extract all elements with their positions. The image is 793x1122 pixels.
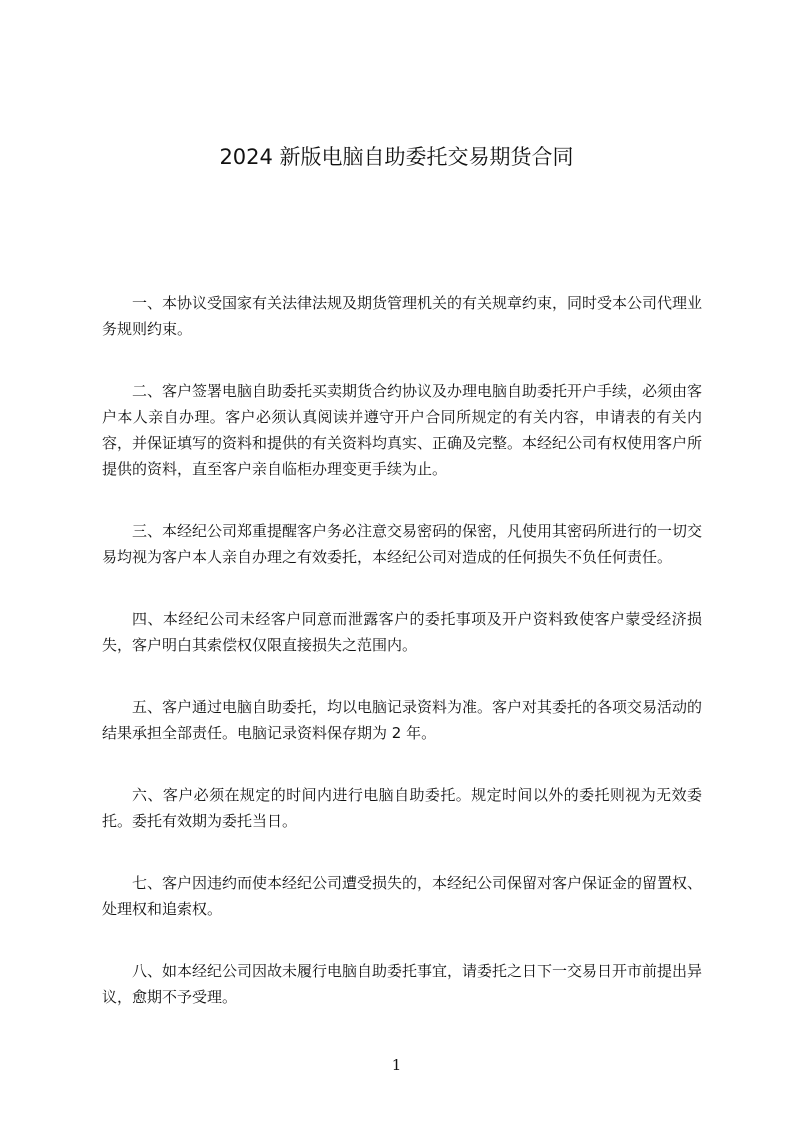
- clause-paragraph: 五、客户通过电脑自助委托，均以电脑记录资料为准。客户对其委托的各项交易活动的结果承担全部责任。电脑记录资料保存期为 2 年。: [102, 698, 703, 742]
- page-number: 1: [391, 1056, 402, 1074]
- clause-paragraph: 八、如本经纪公司因故未履行电脑自助委托事宜，请委托之日下一交易日开市前提出异议，愈期不予受理。: [102, 962, 703, 1006]
- clause-paragraph: 四、本经纪公司未经客户同意而泄露客户的委托事项及开户资料致使客户蒙受经济损失，客户明白其索偿权仅限直接损失之范围内。: [102, 610, 702, 654]
- clause-paragraph: 二、客户签署电脑自助委托买卖期货合约协议及办理电脑自助委托开户手续，必须由客户本人亲自办理。客户必须认真阅读并遵守开户合同所规定的有关内容，申请表的有关内容，并保证填写的资料和提供的有关资料均真实、正确及完整。本经纪公司有权使用客户所提供的资料，直至客户亲自临柜办理变更手续为止。: [102, 382, 703, 478]
- clause-paragraph: 七、客户因违约而使本经纪公司遭受损失的，本经纪公司保留对客户保证金的留置权、处理权和追索权。: [102, 874, 703, 918]
- clause-paragraph: 三、本经纪公司郑重提醒客户务必注意交易密码的保密，凡使用其密码所进行的一切交易均视为客户本人亲自办理之有效委托，本经纪公司对造成的任何损失不负任何责任。: [102, 522, 703, 566]
- clause-paragraph: 一、本协议受国家有关法律法规及期货管理机关的有关规章约束，同时受本公司代理业务规则约束。: [102, 294, 703, 338]
- clause-paragraph: 六、客户必须在规定的时间内进行电脑自助委托。规定时间以外的委托则视为无效委托。委托有效期为委托当日。: [102, 786, 702, 830]
- document-title: 2024 新版电脑自助委托交易期货合同: [219, 145, 574, 169]
- document-body: [102, 290, 702, 1046]
